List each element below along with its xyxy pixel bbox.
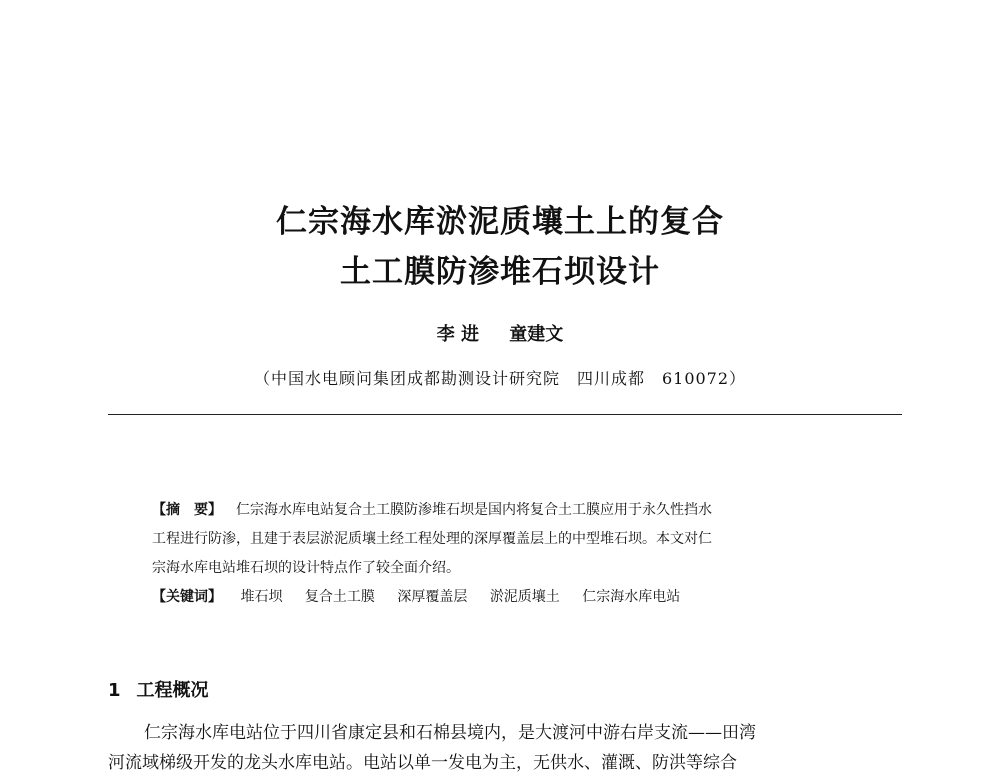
keyword: 复合土工膜 xyxy=(304,589,375,605)
keyword: 仁宗海水库电站 xyxy=(582,589,681,605)
author-name: 李 进 xyxy=(436,324,479,345)
abstract-line: 工程进行防渗，且建于表层淤泥质壤土经工程处理的深厚覆盖层上的中型堆石坝。本文对仁 xyxy=(152,531,712,547)
keyword: 堆石坝 xyxy=(240,589,283,605)
author-name: 童建文 xyxy=(509,324,564,345)
keywords-label: 【关键词】 xyxy=(152,589,222,605)
keyword: 淤泥质壤土 xyxy=(489,589,560,605)
abstract-text: 仁宗海水库电站复合土工膜防渗堆石坝是国内将复合土工膜应用于永久性挡水 xyxy=(236,502,712,518)
paper-title-line-2: 土工膜防渗堆石坝设计 xyxy=(340,254,660,290)
body-text-line: 仁宗海水库电站位于四川省康定县和石棉县境内，是大渡河中游右岸支流——田湾 xyxy=(144,723,756,743)
keywords-line xyxy=(152,583,872,612)
paper-title-line-1: 仁宗海水库淤泥质壤土上的复合 xyxy=(276,204,724,240)
abstract-block xyxy=(152,496,872,583)
abstract-line xyxy=(152,496,872,525)
abstract-line: 宗海水库电站堆石坝的设计特点作了较全面介绍。 xyxy=(152,560,460,576)
body-text-line: 河流域梯级开发的龙头水库电站。电站以单一发电为主，无供水、灌溉、防洪等综合 xyxy=(108,753,737,773)
author-list xyxy=(0,320,1000,346)
section-title: 工程概况 xyxy=(136,680,209,701)
header-divider xyxy=(108,414,902,415)
keyword: 深厚覆盖层 xyxy=(397,589,468,605)
section-number: 1 xyxy=(108,680,121,701)
author-affiliation: （中国水电顾问集团成都勘测设计研究院 四川成都 610072） xyxy=(253,369,747,388)
abstract-label: 【摘 要】 xyxy=(152,502,222,518)
section-heading xyxy=(108,676,209,702)
